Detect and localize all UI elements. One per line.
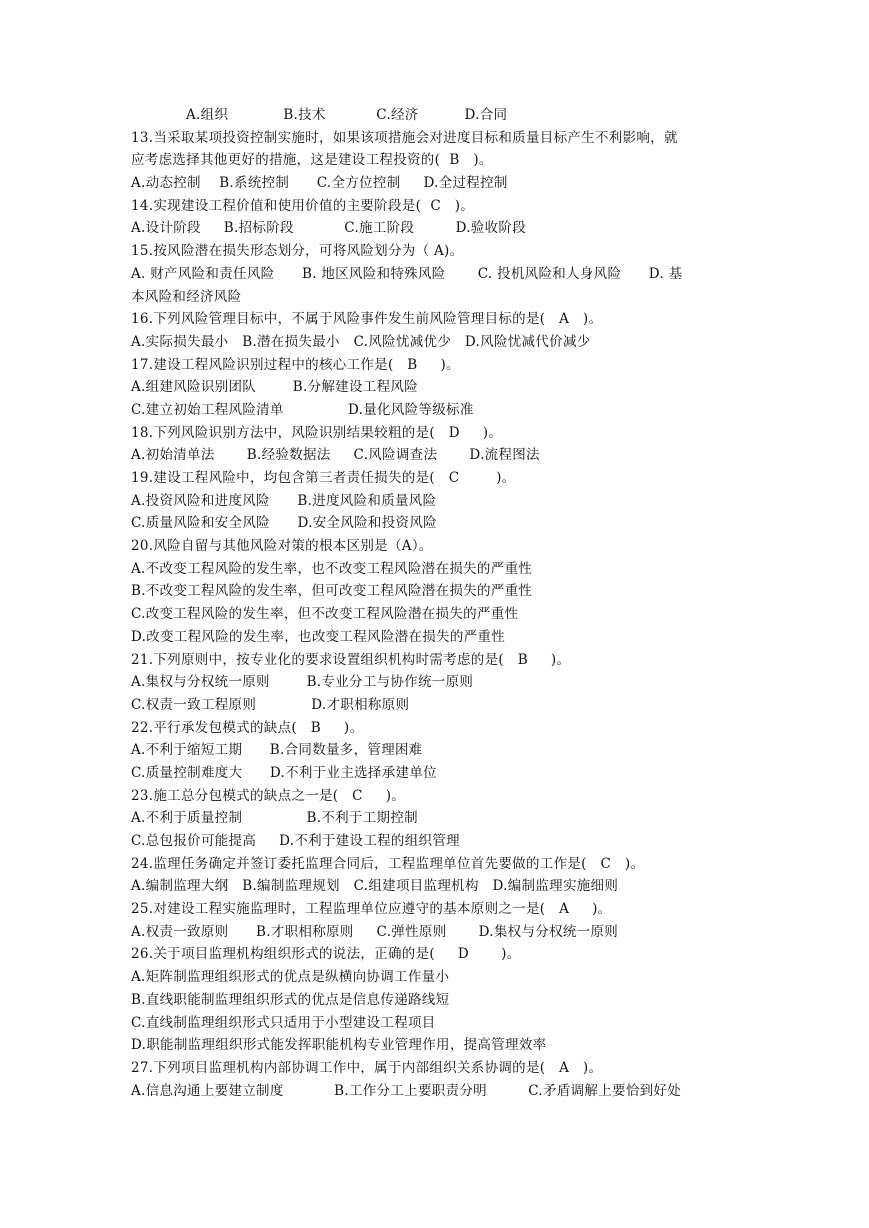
question-20-option-a: A.不改变工程风险的发生率，也不改变工程风险潜在损失的严重性 [131, 560, 533, 577]
question-18-options: A.初始清单法 B.经验数据法 C.风险调查法 D.流程图法 [131, 447, 540, 464]
question-23-options-ab: A.不利于质量控制 B.不利于工期控制 [131, 810, 418, 827]
question-26-stem: 26.关于项目监理机构组织形式的说法，正确的是( D )。 [131, 946, 521, 963]
question-14-options: A.设计阶段 B.招标阶段 C.施工阶段 D.验收阶段 [131, 220, 527, 237]
question-27-options: A.信息沟通上要建立制度 B.工作分工上要职责分明 C.矛盾调解上要恰到好处 [131, 1082, 682, 1099]
question-13-options: A.动态控制 B.系统控制 C.全方位控制 D.全过程控制 [131, 175, 508, 192]
question-25-options: A.权责一致原则 B.才职相称原则 C.弹性原则 D.集权与分权统一原则 [131, 923, 619, 940]
question-22-options-cd: C.质量控制难度大 D.不利于业主选择承建单位 [131, 764, 437, 781]
answer-options-line: A.组织 B.技术 C.经济 D.合同 [186, 107, 508, 123]
question-17-options-ab: A.组建风险识别团队 B.分解建设工程风险 [131, 379, 418, 396]
question-26-option-a: A.矩阵制监理组织形式的优点是纵横向协调工作量小 [131, 969, 450, 986]
question-21-options-cd: C.权责一致工程原则 D.才职相称原则 [131, 696, 410, 713]
question-19-stem: 19.建设工程风险中，均包含第三者责任损失的是( C )。 [131, 470, 516, 486]
question-20-option-c: C.改变工程风险的发生率，但不改变工程风险潜在损失的严重性 [131, 606, 519, 623]
question-19-options-ab: A.投资风险和进度风险 B.进度风险和质量风险 [131, 492, 437, 509]
question-22-options-ab: A.不利于缩短工期 B.合同数量多，管理困难 [131, 742, 423, 759]
question-20-option-b: B.不改变工程风险的发生率，但可改变工程风险潜在损失的严重性 [131, 583, 533, 600]
question-19-options-cd: C.质量风险和安全风险 D.安全风险和投资风险 [131, 515, 437, 532]
question-26-option-c: C.直线制监理组织形式只适用于小型建设工程项目 [131, 1014, 436, 1031]
question-26-option-d: D.职能制监理组织形式能发挥职能机构专业管理作用，提高管理效率 [131, 1037, 547, 1054]
question-27-stem: 27.下列项目监理机构内部协调工作中，属于内部组织关系协调的是( A )。 [131, 1059, 603, 1076]
question-14-stem: 14.实现建设工程价值和使用价值的主要阶段是( C )。 [131, 197, 475, 214]
question-22-stem: 22.平行承发包模式的缺点( B )。 [131, 719, 364, 736]
question-18-stem: 18.下列风险识别方法中，风险识别结果较粗的是( D )。 [131, 424, 503, 441]
question-15-options: A. 财产风险和责任风险 B. 地区风险和特殊风险 C. 投机风险和人身风险 D. 基 [131, 265, 683, 282]
question-17-options-cd: C.建立初始工程风险清单 D.量化风险等级标准 [131, 401, 474, 418]
question-13-stem: 13.当采取某项投资控制实施时，如果该项措施会对进度目标和质量目标产生不利影响，就 [131, 129, 678, 146]
question-26-option-b: B.直线职能制监理组织形式的优点是信息传递路线短 [131, 991, 450, 1008]
question-20-option-d: D.改变工程风险的发生率，也改变工程风险潜在损失的严重性 [131, 628, 506, 645]
question-23-stem: 23.施工总分包模式的缺点之一是( C )。 [131, 787, 406, 804]
document-body [131, 104, 743, 1102]
question-16-stem: 16.下列风险管理目标中，不属于风险事件发生前风险管理目标的是( A )。 [131, 311, 603, 328]
question-21-options-ab: A.集权与分权统一原则 B.专业分工与协作统一原则 [131, 674, 474, 691]
question-20-stem: 20.风险自留与其他风险对策的根本区别是（A）。 [131, 538, 433, 555]
question-15-options-cont: 本风险和经济风险 [131, 288, 242, 305]
question-24-stem: 24.监理任务确定并签订委托监理合同后，工程监理单位首先要做的工作是( C )。 [131, 855, 645, 872]
question-21-stem: 21.下列原则中，按专业化的要求设置组织机构时需考虑的是( B )。 [131, 651, 571, 668]
question-23-options-cd: C.总包报价可能提高 D.不利于建设工程的组织管理 [131, 833, 460, 849]
question-24-options: A.编制监理大纲 B.编制监理规划 C.组建项目监理机构 D.编制监理实施细则 [131, 878, 619, 895]
question-16-options: A.实际损失最小 B.潜在损失最小 C.风险忧减优少 D.风险忧减代价减少 [131, 333, 591, 350]
question-13-stem-cont: 应考虑选择其他更好的措施，这是建设工程投资的( B )。 [131, 152, 493, 169]
question-25-stem: 25.对建设工程实施监理时，工程监理单位应遵守的基本原则之一是( A )。 [131, 901, 612, 918]
question-15-stem: 15.按风险潜在损失形态划分，可将风险划分为（ A)。 [131, 243, 464, 260]
question-17-stem: 17.建设工程风险识别过程中的核心工作是( B )。 [131, 356, 460, 373]
